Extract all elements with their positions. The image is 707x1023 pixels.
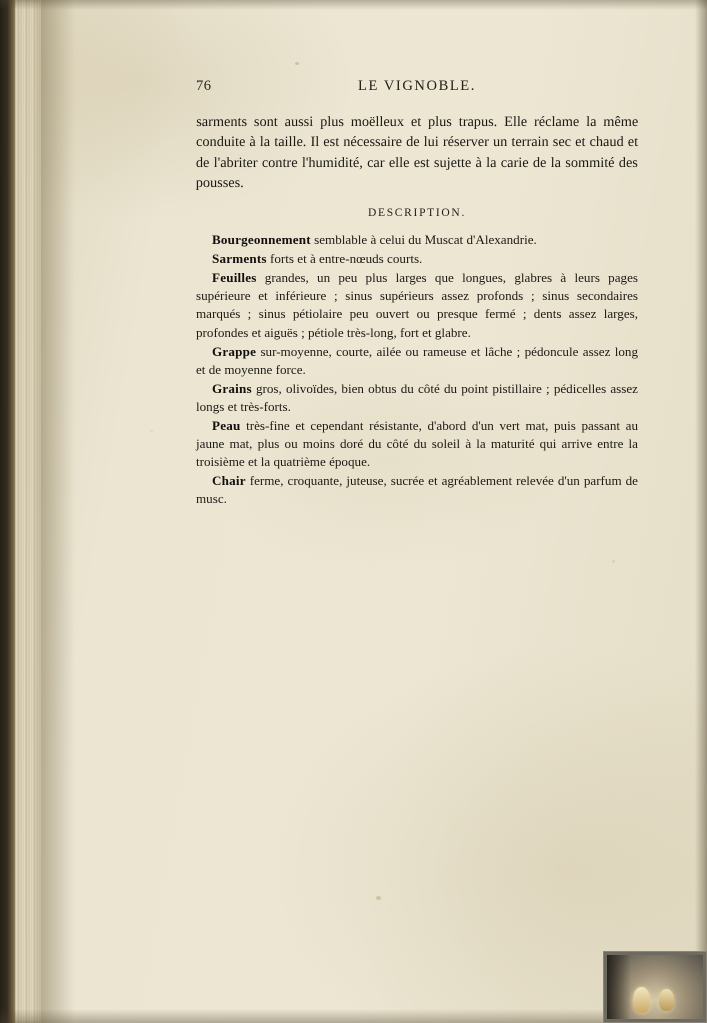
entry-term: Grappe — [212, 343, 257, 359]
description-entry — [196, 250, 638, 268]
page-number: 76 — [196, 78, 212, 94]
foxing-speck — [295, 62, 299, 65]
thumbnail-image — [607, 955, 703, 1019]
entry-term: Chair — [212, 473, 246, 488]
foxing-speck — [150, 430, 153, 432]
lead-paragraph: sarments sont aussi plus moëlleux et plus trapus. Elle réclame la même conduite à la taille. Il est nécessaire de lui réserver un terrain sec et chaud et de l'abriter contre l'humidité, car elle est sujette à la carie de la sommité des pousses. — [195, 114, 639, 191]
thumbnail-figure — [633, 987, 650, 1013]
thumbnail-gutter — [607, 955, 631, 1019]
entry-text: sur-moyenne, courte, ailée ou rameuse et lâche ; pédoncule assez long et de moyenne force. — [196, 343, 638, 377]
entry-text: grandes, un peu plus larges que longues, glabres à leurs pages supérieure et inférieure ; sinus supérieurs assez profonds ; sinus secondaires marqués ; sinus pétiolaire peu ouvert ou presque fermé ; dents assez larges, profondes et aiguës ; pétiole très-long, fort et glabre. — [196, 270, 638, 340]
description-entry — [196, 231, 638, 249]
gutter-gradient — [41, 0, 75, 1023]
book-page-edges — [15, 0, 41, 1023]
description-entry — [196, 472, 638, 508]
entry-text: forts et à entre-nœuds courts. — [266, 251, 423, 267]
entry-term: Bourgeonnement — [212, 232, 311, 248]
entry-term: Feuilles — [212, 270, 257, 286]
page-right-shadow — [695, 0, 707, 1023]
entry-term: Peau — [212, 417, 241, 433]
description-entry — [196, 380, 638, 416]
entry-text: gros, olivoïdes, bien obtus du côté du point pistillaire ; pédicelles assez longs et très-forts. — [196, 380, 638, 414]
page-thumbnail[interactable] — [603, 951, 707, 1023]
page-header — [196, 78, 638, 100]
page-top-shadow — [0, 0, 707, 10]
binding-gutter-shadow — [0, 0, 16, 1023]
entry-term: Grains — [212, 380, 252, 396]
entry-term: Sarments — [212, 251, 267, 267]
section-heading: DESCRIPTION. — [367, 207, 467, 220]
page-text-column — [196, 78, 638, 509]
entry-text: ferme, croquante, juteuse, sucrée et agréablement relevée d'un parfum de musc. — [196, 473, 638, 507]
thumbnail-figure — [659, 989, 674, 1011]
page-bottom-shadow — [0, 1009, 707, 1023]
running-head: LE VIGNOBLE. — [357, 78, 476, 94]
description-entry — [196, 417, 638, 471]
entry-text: très-fine et cependant résistante, d'abord d'un vert mat, puis passant au jaune mat, plus ou moins doré du côté du soleil à la maturité qui arrive entre la troisième et la quatrième époque. — [196, 417, 638, 469]
foxing-speck — [612, 560, 615, 563]
description-entry — [196, 343, 638, 379]
entry-text: semblable à celui du Muscat d'Alexandrie. — [310, 232, 537, 248]
foxing-speck — [376, 896, 381, 900]
description-entry — [196, 269, 638, 341]
